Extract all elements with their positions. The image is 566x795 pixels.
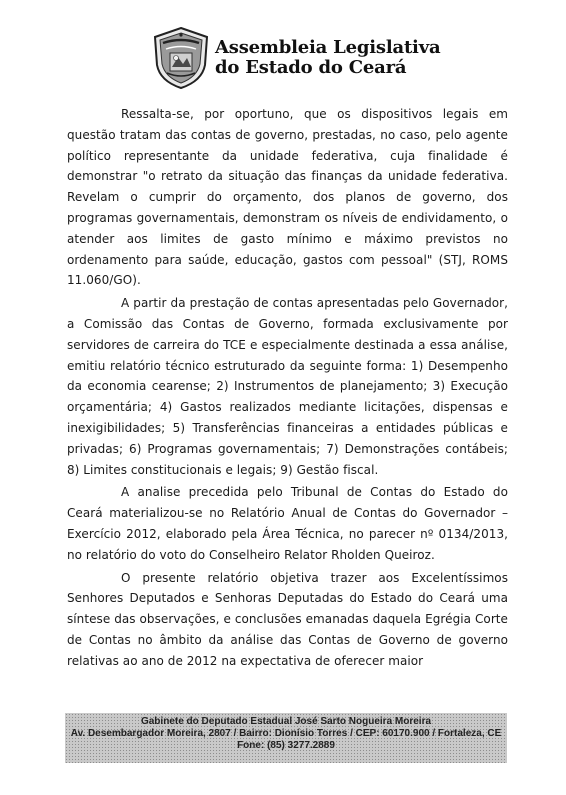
footer-phone: Fone: (85) 3277.2889	[237, 740, 335, 751]
organization-name-line1: Assembleia Legislativa	[215, 37, 441, 58]
letterhead-footer	[65, 713, 507, 763]
paragraph-2: A partir da prestação de contas apresentadas pelo Governador, a Comissão das Contas de Governo, formada exclusivamente por servidores de carreira do TCE e especialmente destinada a essa análise, emitiu relatório técnico estruturado da seguinte forma: 1) Desempenho da economia cearense; 2) Instrumentos de planejamento; 3) Execução orçamentária; 4) Gastos realizados mediante licitações, dispensas e inexigibilidades; 5) Transferências financeiras a entidades públicas e privadas; 6) Programas governamentais; 7) Demonstrações contábeis; 8) Limites constitucionais e legais; 9) Gestão fiscal.	[67, 296, 508, 477]
paragraph-1: Ressalta-se, por oportuno, que os dispositivos legais em questão tratam das contas de governo, prestadas, no caso, pelo agente político representante da unidade federativa, cuja finalidade é demonstrar "o retrato da situação das finanças da unidade federativa. Revelam o cumprir do orçamento, dos planos de governo, dos programas governamentais, demonstram os níveis de endividamento, o atender aos limites de gasto mínimo e máximo previstos no ordenamento para saúde, educação, gastos com pessoal" (STJ, ROMS 11.060/GO).	[67, 107, 508, 288]
document-body	[67, 104, 508, 672]
organization-name-line2: do Estado do Ceará	[215, 57, 407, 78]
letterhead	[0, 0, 566, 100]
footer-address: Av. Desembargador Moreira, 2807 / Bairro: Dionísio Torres / CEP: 60170.900 / Fortaleza, CE	[70, 728, 502, 739]
coat-of-arms-icon	[152, 27, 210, 89]
footer-office: Gabinete do Deputado Estadual José Sarto Nogueira Moreira	[140, 716, 432, 727]
paragraph-3: A analise precedida pelo Tribunal de Contas do Estado do Ceará materializou-se no Relatório Anual de Contas do Governador – Exercício 2012, elaborado pela Área Técnica, no parecer nº 0134/2013, no relatório do voto do Conselheiro Relator Rholden Queiroz.	[67, 485, 508, 562]
organization-name	[215, 38, 440, 78]
paragraph-4: O presente relatório objetiva trazer aos Excelentíssimos Senhores Deputados e Senhoras Deputadas do Estado do Ceará uma síntese das observações, e conclusões emanadas daquela Egrégia Corte de Contas no âmbito da análise das Contas de Governo de governo relativas ao ano de 2012 na expectativa de oferecer maior	[67, 570, 508, 668]
